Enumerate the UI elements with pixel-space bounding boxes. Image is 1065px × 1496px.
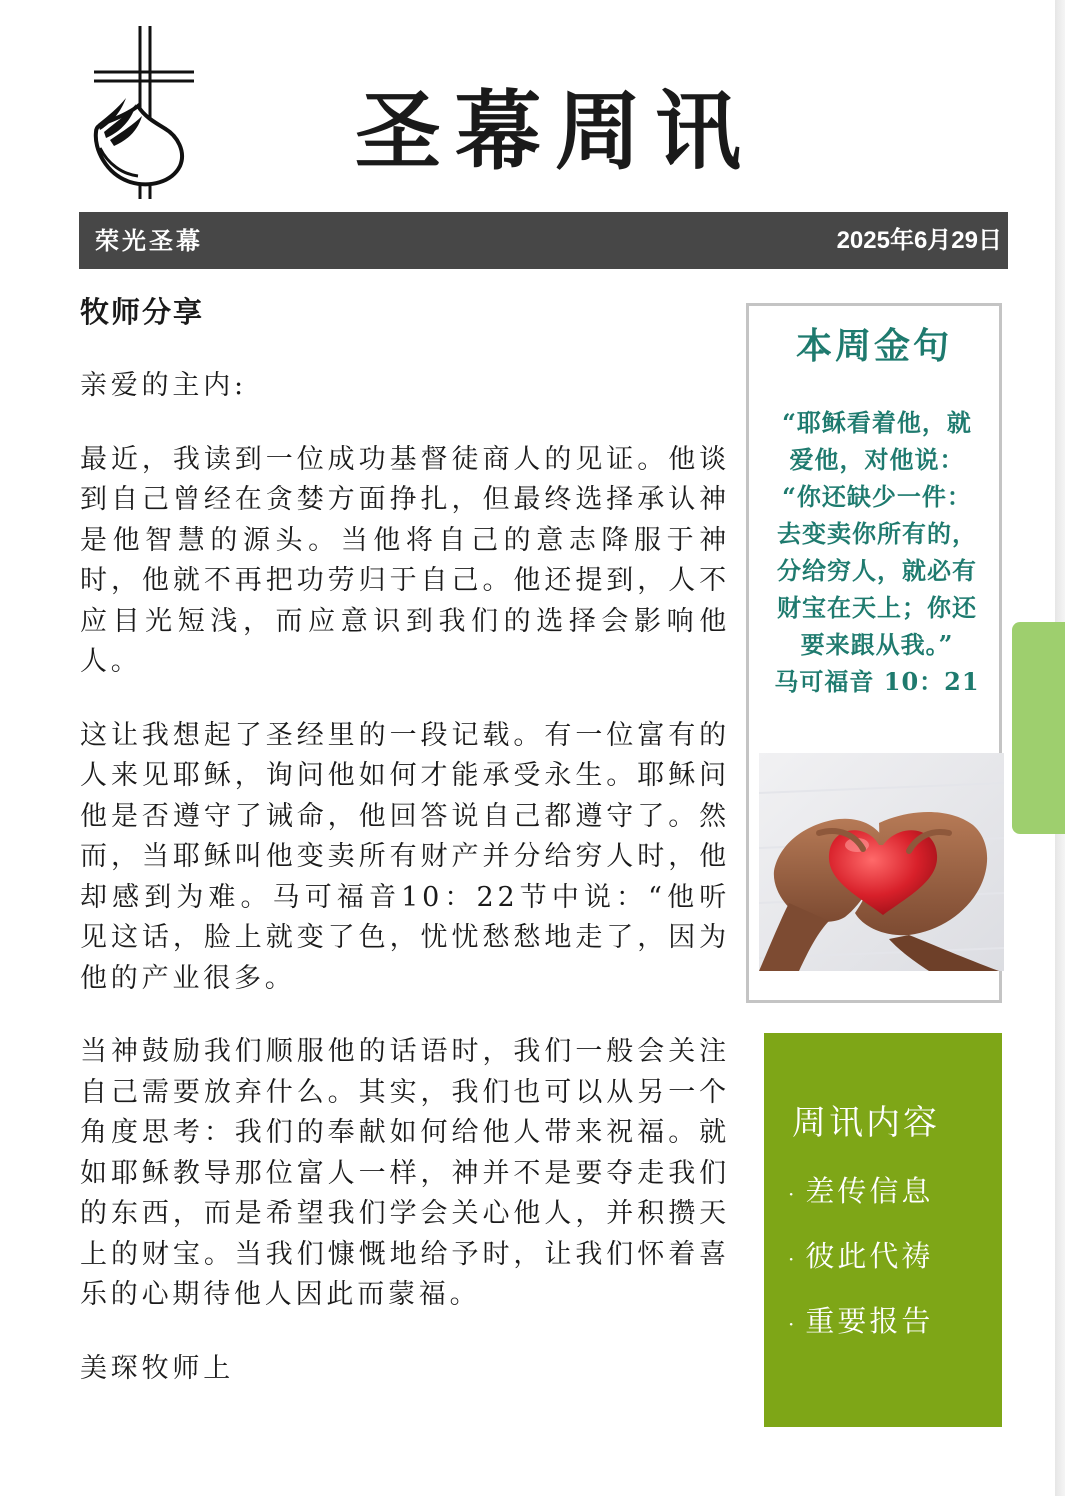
bullet-icon: · bbox=[788, 1247, 798, 1271]
newsletter-title: 圣幕周讯 bbox=[355, 81, 755, 182]
contents-item-label: 差传信息 bbox=[805, 1174, 934, 1208]
bullet-icon: · bbox=[788, 1312, 798, 1336]
bullet-icon: · bbox=[788, 1182, 798, 1206]
hands-heart-photo bbox=[759, 753, 1004, 971]
side-tab[interactable] bbox=[1012, 622, 1065, 834]
article-title: 牧师分享 bbox=[80, 295, 205, 329]
contents-list bbox=[788, 1160, 933, 1355]
contents-item-label: 重要报告 bbox=[805, 1304, 934, 1338]
verse-title: 本周金句 bbox=[795, 325, 952, 367]
contents-item-label: 彼此代祷 bbox=[805, 1239, 934, 1273]
contents-title: 周讯内容 bbox=[792, 1103, 940, 1143]
pastor-article bbox=[80, 288, 730, 1389]
newsletter-contents-box bbox=[764, 1033, 1002, 1427]
contents-item[interactable] bbox=[788, 1290, 933, 1355]
article-paragraph-2: 这让我想起了圣经里的一段记载。有一位富有的人来见耶稣，询问他如何才能承受永生。耶稣问他是否遵守了诫命，他回答说自己都遵守了。然而，当耶稣叫他变卖所有财产并分给穷人时，他却感到为难。马可福音10：22节中说：“他听见这话，脸上就变了色，忧忧愁愁地走了，因为他的产业很多。 bbox=[80, 719, 730, 994]
church-name: 荣光圣幕 bbox=[95, 226, 203, 255]
article-paragraph-3: 当神鼓励我们顺服他的话语时，我们一般会关注自己需要放弃什么。其实，我们也可以从另一个角度思考：我们的奉献如何给他人带来祝福。就如耶稣教导那位富人一样，神并不是要夺走我们的东西，而是希望我们学会关心他人，并积攒天上的财宝。当我们慷慨地给予时，让我们怀着喜乐的心期待他人因此而蒙福。 bbox=[80, 1036, 730, 1310]
contents-item[interactable] bbox=[788, 1160, 933, 1225]
issue-date: 2025年6月29日 bbox=[836, 227, 1002, 254]
verse-text: “耶稣看着他，就 爱他，对他说： “你还缺少一件： 去变卖你所有的， 分给穷人，就必有 财宝在天上；你还 要来跟从我。” 马可福音 10：21 bbox=[774, 408, 980, 696]
article-signature: 美琛牧师上 bbox=[80, 1352, 234, 1384]
cross-flame-logo-icon bbox=[88, 24, 198, 204]
header-bar bbox=[79, 212, 1008, 269]
contents-item[interactable] bbox=[788, 1225, 933, 1290]
weekly-verse-box bbox=[746, 303, 1002, 1003]
article-salutation: 亲爱的主内: bbox=[80, 370, 247, 401]
article-paragraph-1: 最近，我读到一位成功基督徒商人的见证。他谈到自己曾经在贪婪方面挣扎，但最终选择承认神是他智慧的源头。当他将自己的意志降服于神时，他就不再把功劳归于自己。他还提到，人不应目光短浅，而应意识到我们的选择会影响他人。 bbox=[80, 443, 730, 677]
